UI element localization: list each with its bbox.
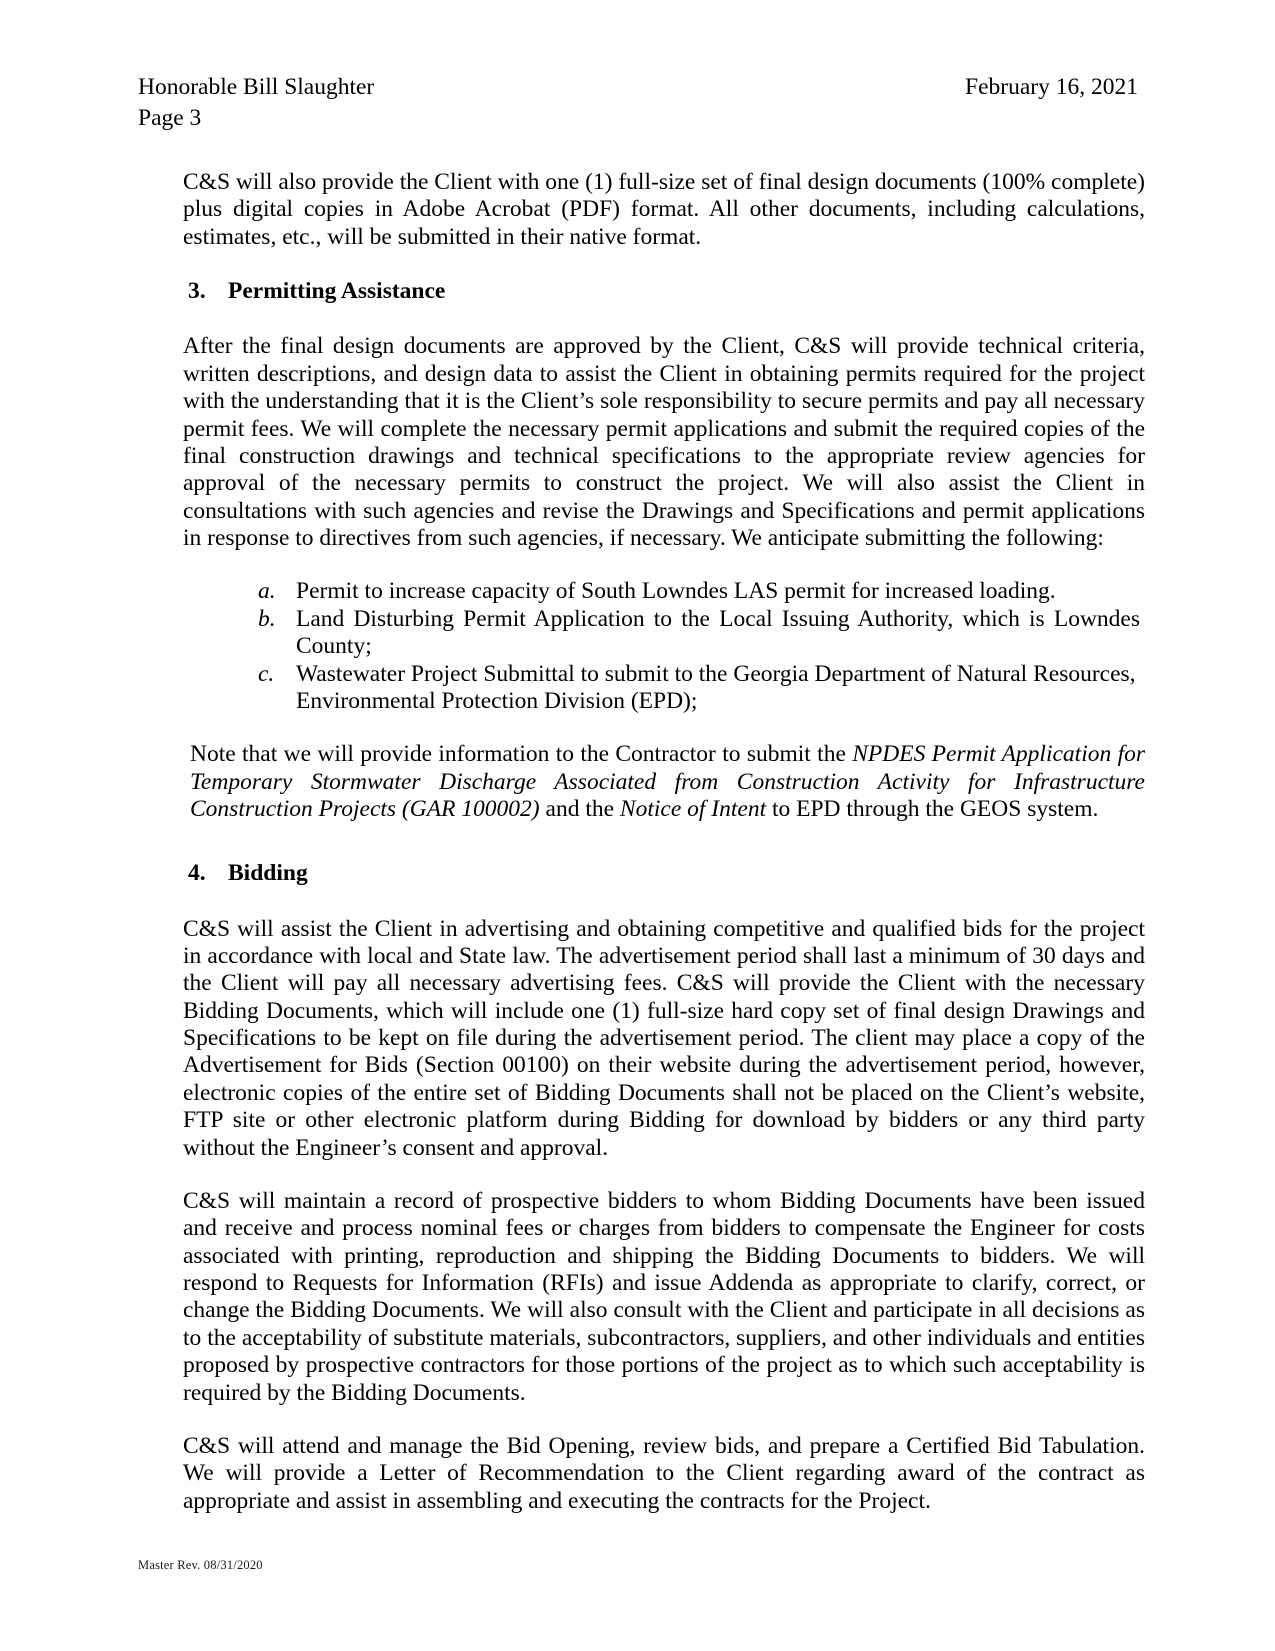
list-marker: b. [258,605,276,632]
section-number: 3. [188,278,206,305]
document-body [138,169,1150,1515]
section-number: 4. [188,860,206,887]
list-item-text: Permit to increase capacity of South Lowndes LAS permit for increased loading. [296,578,1056,605]
bidding-paragraph-2: C&S will maintain a record of prospective bidders to whom Bidding Documents have been issued and receive and process nominal fees or charges from bidders to compensate the Engineer for costs associated with printing, reproduction and shipping the Bidding Documents to bidders. We will respond to Requests for Information (RFIs) and issue Addenda as appropriate to clarify, correct, or change the Bidding Documents. We will also consult with the Client and participate in all decisions as to the acceptability of substitute materials, subcontractors, suppliers, and other individuals and entities proposed by prospective contractors for those portions of the project as to which such acceptability is required by the Bidding Documents. [183,1187,1145,1406]
letter-date: February 16, 2021 [965,74,1138,100]
section-heading-bidding [183,859,1145,887]
permitting-note-paragraph [183,741,1145,823]
recipient-name: Honorable Bill Slaughter [138,74,375,100]
bidding-paragraph-3: C&S will attend and manage the Bid Opening, review bids, and prepare a Certified Bid Tabulation. We will provide a Letter of Recommendation to the Client regarding award of the contract as appropriate and assist in assembling and executing the contracts for the Project. [183,1432,1145,1514]
note-middle-text: and the [539,796,620,823]
letter-header [138,72,1150,133]
list-item [258,661,1145,716]
page-number-label: Page 3 [138,104,202,131]
permitting-assistance-paragraph: After the final design documents are approved by the Client, C&S will provide technical criteria, written descriptions, and design data to assist the Client in obtaining permits required for the project with the understanding that it is the Client’s sole responsibility to secure permits and pay all necessary permit fees. We will complete the necessary permit applications and submit the required copies of the final construction drawings and technical specifications to the appropriate review agencies for approval of the necessary permits to construct the project. We will also assist the Client in consultations with such agencies and revise the Drawings and Specifications and permit applications in response to directives from such agencies, if necessary. We anticipate submitting the following: [183,333,1145,552]
section-title: Permitting Assistance [228,278,446,305]
list-item [258,578,1145,605]
note-italic-title-npdes: NPDES Permit Application for Temporary Stormwater Discharge Associated from Construction Activity for Infrastructure Construction Projects (GAR 100002) [190,741,1145,823]
list-item [258,606,1145,661]
note-lead-text: Note that we will provide information to the Contractor to submit the [190,741,853,768]
note-italic-title-noi: Notice of Intent [619,796,767,823]
bidding-paragraph-1: C&S will assist the Client in advertising and obtaining competitive and qualified bids for the project in accordance with local and State law. The advertisement period shall last a minimum of 30 days and the Client will pay all necessary advertising fees. C&S will provide the Client with the necessary Bidding Documents, which will include one (1) full-size hard copy set of final design Drawings and Specifications to be kept on file during the advertisement period. The client may place a copy of the Advertisement for Bids (Section 00100) on their website during the advertisement period, however, electronic copies of the entire set of Bidding Documents shall not be placed on the Client’s website, FTP site or other electronic platform during Bidding for download by bidders or any third party without the Engineer’s consent and approval. [183,915,1145,1161]
section-heading-permitting-assistance [183,277,1145,305]
list-marker: a. [258,578,276,605]
intro-paragraph: C&S will also provide the Client with one (1) full-size set of final design documents (100% complete) plus digital copies in Adobe Acrobat (PDF) format. All other documents, including calculations, estimates, etc., will be submitted in their native format. [183,169,1145,250]
page-footer-revision: Master Rev. 08/31/2020 [138,1558,263,1572]
permitting-submittals-list [183,578,1145,715]
section-title: Bidding [228,860,308,887]
list-item-text: Wastewater Project Submittal to submit to the Georgia Department of Natural Resources, Environmental Protection Division (EPD); [296,660,1136,714]
list-item-text: Land Disturbing Permit Application to the Local Issuing Authority, which is Lowndes County; [296,605,1140,660]
list-marker: c. [258,660,275,687]
recipient-block [138,72,374,133]
section-spacer [183,849,1145,859]
note-trailing-text: to EPD through the GEOS system. [766,796,1099,823]
